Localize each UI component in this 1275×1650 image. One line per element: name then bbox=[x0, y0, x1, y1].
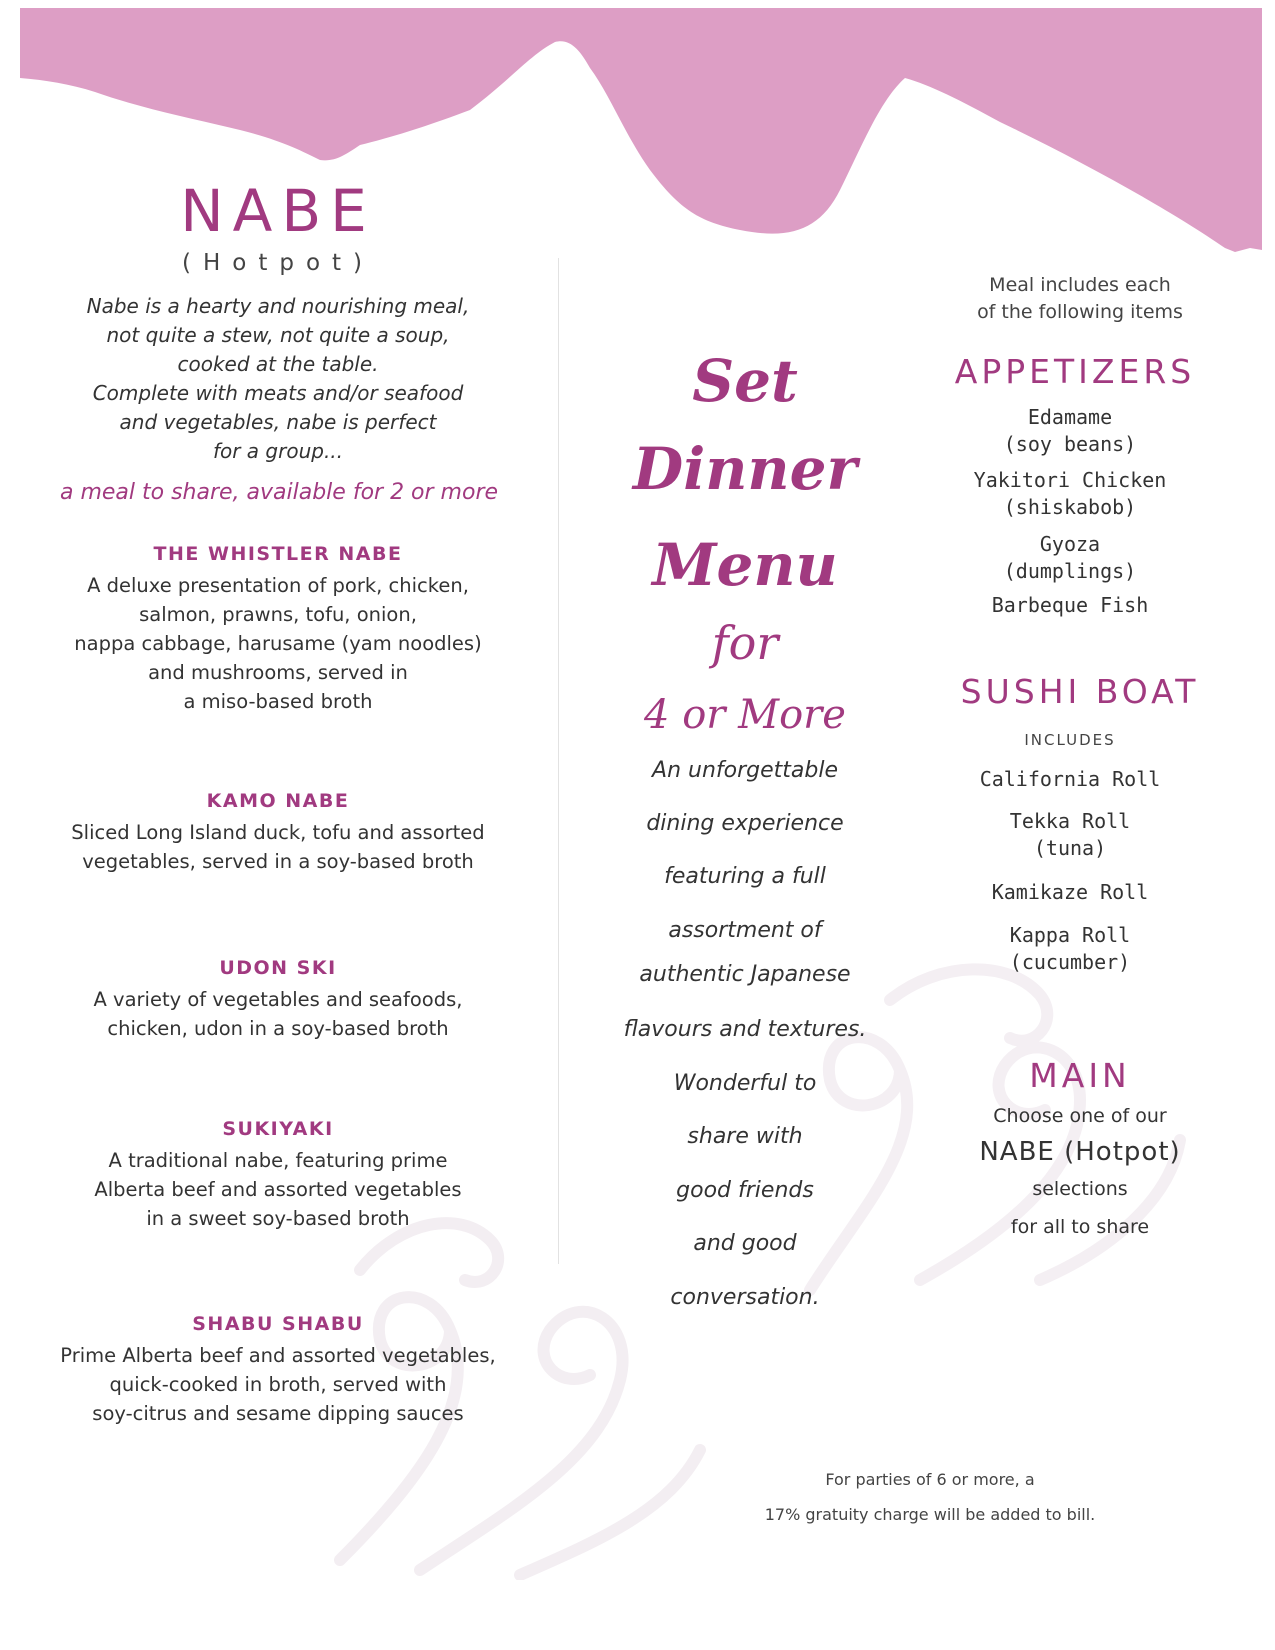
dish-desc-line: salmon, prawns, tofu, onion, bbox=[139, 603, 417, 626]
item-name: Tekka Roll bbox=[1009, 809, 1131, 833]
column-divider bbox=[558, 258, 559, 1264]
item-name: California Roll bbox=[979, 767, 1161, 791]
sushi-item bbox=[925, 808, 1215, 862]
set-intro-line: An unforgettable bbox=[652, 758, 838, 783]
appetizer-item bbox=[925, 404, 1215, 458]
sushi-item bbox=[925, 922, 1215, 976]
dish-kamo-nabe bbox=[58, 790, 498, 876]
set-intro-line: authentic Japanese bbox=[639, 962, 851, 987]
dish-desc-line: Sliced Long Island duck, tofu and assorted bbox=[71, 821, 485, 844]
item-note: (dumplings) bbox=[1003, 559, 1137, 583]
dish-desc-line: A variety of vegetables and seafoods, bbox=[93, 988, 463, 1011]
item-note: (cucumber) bbox=[1009, 950, 1131, 974]
set-intro-line: conversation. bbox=[670, 1285, 820, 1310]
dish-desc-line: nappa cabbage, harusame (yam noodles) bbox=[74, 632, 482, 655]
item-name: Kamikaze Roll bbox=[991, 880, 1149, 904]
dish-description bbox=[58, 1146, 498, 1233]
appetizers-heading: APPETIZERS bbox=[954, 352, 1196, 391]
set-menu-title-menu: Menu bbox=[652, 531, 838, 599]
dish-udon-ski bbox=[58, 957, 498, 1043]
dish-shabu-shabu bbox=[40, 1313, 516, 1428]
set-menu-title-count: 4 or More bbox=[644, 692, 846, 738]
dish-desc-line: vegetables, served in a soy-based broth bbox=[82, 850, 474, 873]
set-menu-title-set: Set bbox=[692, 347, 798, 415]
nabe-intro-line: Complete with meats and/or seafood bbox=[92, 381, 464, 405]
set-intro-line: assortment of bbox=[668, 918, 822, 943]
dish-name: KAMO NABE bbox=[206, 790, 350, 812]
main-line: Choose one of our bbox=[993, 1105, 1167, 1127]
dish-desc-line: chicken, udon in a soy-based broth bbox=[107, 1017, 449, 1040]
dish-name: THE WHISTLER NABE bbox=[153, 543, 403, 565]
appetizer-item bbox=[925, 531, 1215, 585]
nabe-subtitle: (Hotpot) bbox=[181, 250, 375, 276]
dish-desc-line: A traditional nabe, featuring prime bbox=[108, 1149, 448, 1172]
nabe-title: NABE bbox=[180, 177, 376, 245]
dish-desc-line: quick-cooked in broth, served with bbox=[109, 1373, 447, 1396]
meal-note-line: of the following items bbox=[977, 301, 1183, 323]
gratuity-note-line: For parties of 6 or more, a bbox=[825, 1470, 1035, 1489]
sushi-item bbox=[925, 766, 1215, 793]
main-nabe-line: NABE (Hotpot) bbox=[979, 1137, 1181, 1167]
item-note: (soy beans) bbox=[1003, 432, 1137, 456]
nabe-intro-line: Nabe is a hearty and nourishing meal, bbox=[86, 294, 470, 318]
nabe-intro-line: and vegetables, nabe is perfect bbox=[119, 410, 437, 434]
dish-name: SUKIYAKI bbox=[222, 1118, 334, 1140]
dish-description bbox=[58, 818, 498, 876]
nabe-intro-line: for a group... bbox=[212, 439, 344, 463]
set-intro-line: featuring a full bbox=[664, 864, 826, 889]
nabe-intro-line: cooked at the table. bbox=[177, 352, 379, 376]
set-intro-line: Wonderful to bbox=[673, 1071, 817, 1096]
dish-desc-line: Prime Alberta beef and assorted vegetables, bbox=[60, 1344, 496, 1367]
nabe-intro-line: not quite a stew, not quite a soup, bbox=[106, 323, 450, 347]
item-name: Barbeque Fish bbox=[991, 593, 1149, 617]
item-note: (shiskabob) bbox=[1003, 495, 1137, 519]
item-name: Gyoza bbox=[1039, 532, 1101, 556]
appetizer-item bbox=[925, 592, 1215, 619]
sushi-includes-label: INCLUDES bbox=[1024, 731, 1116, 749]
dish-description bbox=[58, 571, 498, 716]
set-intro-line: and good bbox=[693, 1231, 797, 1256]
dish-name: UDON SKI bbox=[219, 957, 337, 979]
item-name: Kappa Roll bbox=[1009, 923, 1131, 947]
set-intro-line: flavours and textures. bbox=[623, 1017, 867, 1042]
dish-desc-line: Alberta beef and assorted vegetables bbox=[94, 1178, 462, 1201]
dish-desc-line: in a sweet soy-based broth bbox=[146, 1207, 410, 1230]
dish-sukiyaki bbox=[58, 1118, 498, 1233]
dish-name: SHABU SHABU bbox=[192, 1313, 364, 1335]
set-intro-line: good friends bbox=[676, 1178, 814, 1203]
set-menu-title-dinner: Dinner bbox=[632, 435, 858, 503]
gratuity-note-line: 17% gratuity charge will be added to bill. bbox=[764, 1505, 1096, 1524]
sushi-item bbox=[925, 879, 1215, 906]
dish-desc-line: a miso-based broth bbox=[183, 690, 373, 713]
item-note: (tuna) bbox=[1033, 836, 1107, 860]
item-name: Yakitori Chicken bbox=[973, 468, 1167, 492]
main-line: selections bbox=[1032, 1178, 1128, 1200]
set-intro-line: share with bbox=[687, 1124, 803, 1149]
nabe-intro bbox=[58, 292, 498, 466]
dish-desc-line: soy-citrus and sesame dipping sauces bbox=[92, 1402, 464, 1425]
share-note: a meal to share, available for 2 or more bbox=[59, 480, 499, 505]
main-line: for all to share bbox=[1010, 1216, 1150, 1238]
dish-whistler-nabe bbox=[58, 543, 498, 716]
dish-desc-line: A deluxe presentation of pork, chicken, bbox=[87, 574, 469, 597]
dish-desc-line: and mushrooms, served in bbox=[148, 661, 408, 684]
set-menu-title-for: for bbox=[711, 616, 779, 670]
sushi-boat-heading: SUSHI BOAT bbox=[960, 672, 1200, 711]
main-heading: MAIN bbox=[1029, 1056, 1131, 1095]
set-intro-line: dining experience bbox=[646, 811, 844, 836]
meal-includes-note bbox=[935, 272, 1225, 326]
meal-note-line: Meal includes each bbox=[989, 274, 1171, 296]
appetizer-item bbox=[925, 467, 1215, 521]
dish-description bbox=[58, 985, 498, 1043]
item-name: Edamame bbox=[1027, 405, 1113, 429]
dish-description bbox=[40, 1341, 516, 1428]
